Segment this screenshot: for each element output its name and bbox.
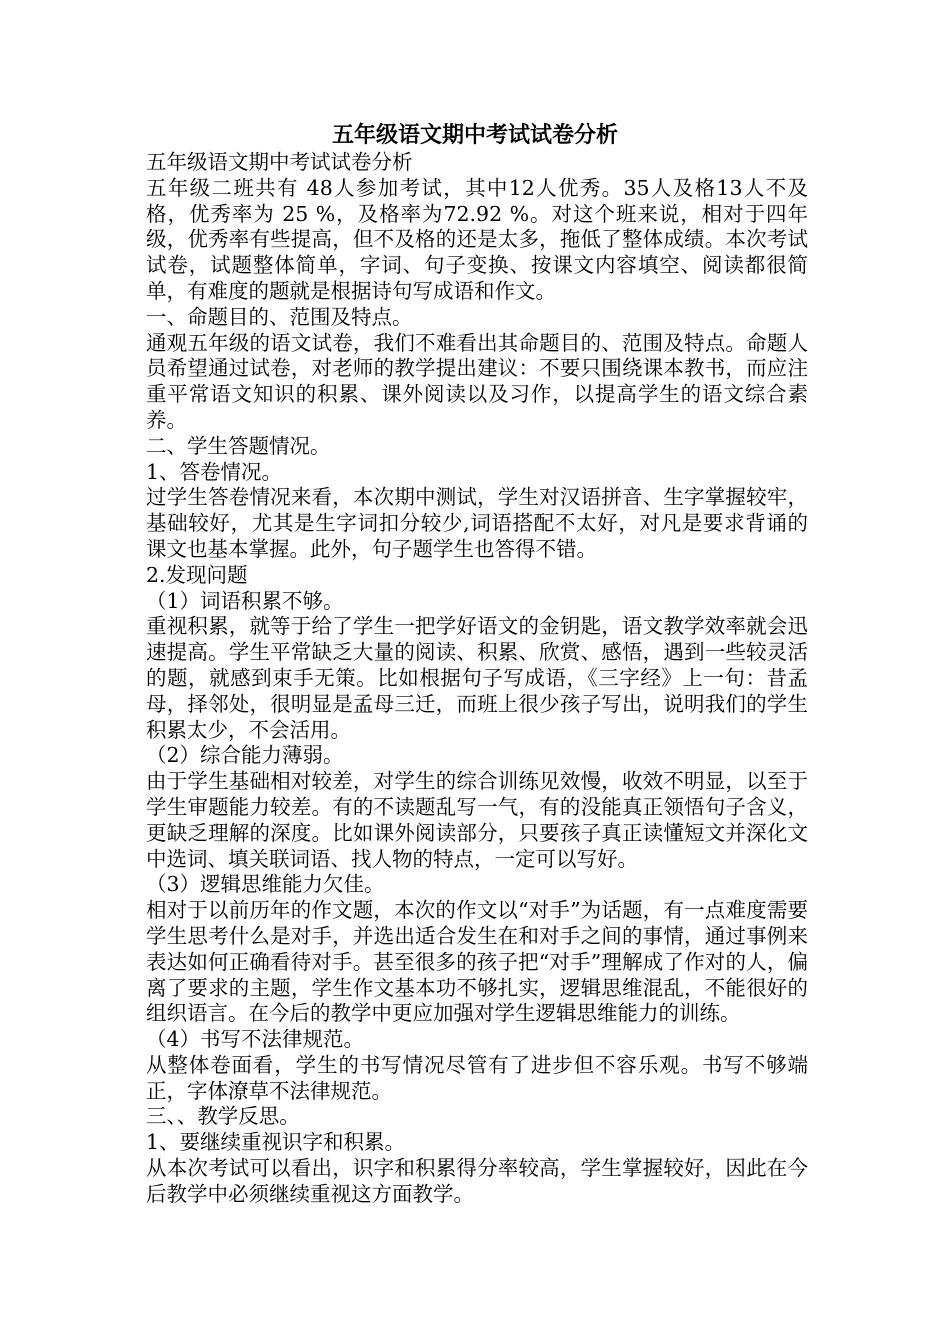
subsection-heading-2-2: 2.发现问题 [146,562,248,587]
paragraph-problem-3: 相对于以前历年的作文题，本次的作文以“对手”为话题，有一点难度需要学生思考什么是对手，并选出适合发生在和对手之间的事情，通过事例来表达如何正确看待对手。甚至很多的孩子把“对手”理解成了作对的人，偏离了要求的主题，学生作文基本功不够扎实，逻辑思维混乱，不能很好的组织语言。在今后的教学中更应加强对学生逻辑思维能力的训练。 [146,898,808,1026]
paragraph-reflection-1: 从本次考试可以看出，识字和积累得分率较高，学生掌握较好，因此在今后教学中必须继续重视这方面教学。 [146,1156,808,1206]
paragraph-problem-2: 由于学生基础相对较差，对学生的综合训练见效慢，收效不明显，以至于学生审题能力较差。有的不读题乱写一气，有的没能真正领悟句子含义，更缺乏理解的深度。比如课外阅读部分，只要孩子真正读懂短文并深化文中选词、填关联词语、找人物的特点，一定可以写好。 [146,769,808,871]
section-heading-1: 一、命题目的、范围及特点。 [146,304,413,329]
problem-heading-2: （2）综合能力薄弱。 [146,743,344,768]
paragraph-intro: 五年级二班共有 48人参加考试，其中12人优秀。35人及格13人不及格，优秀率为 25 %，及格率为72.92 %。对这个班来说，相对于四年级，优秀率有些提高，但不及格的还是太多，拖低了整体成绩。本次考试试卷，试题整体简单，字词、句子变换、按课文内容填空、阅读都很简单，有难度的题就是根据诗句写成语和作文。 [146,175,808,303]
paragraph-subtitle: 五年级语文期中考试试卷分析 [146,150,413,174]
paragraph-problem-4: 从整体卷面看，学生的书写情况尽管有了进步但不容乐观。书写不够端正，字体潦草不法律规范。 [146,1052,808,1103]
document-body [146,150,808,1208]
section-heading-2: 二、学生答题情况。 [146,433,331,458]
problem-heading-3: （3）逻辑思维能力欠佳。 [146,872,385,897]
subsection-heading-2-1: 1、答卷情况。 [146,459,283,484]
problem-heading-1: （1）词语积累不够。 [146,588,344,613]
problem-heading-4: （4）书写不法律规范。 [146,1027,365,1052]
document-title: 五年级语文期中考试试卷分析 [331,122,618,148]
section-heading-3: 三、、教学反思。 [146,1104,300,1129]
paragraph-section-1: 通观五年级的语文试卷，我们不难看出其命题目的、范围及特点。命题人员希望通过试卷，对老师的教学提出建议：不要只围绕课本教书，而应注重平常语文知识的积累、课外阅读以及习作，以提高学生的语文综合素养。 [146,330,808,432]
subsection-heading-3-1: 1、要继续重视识字和积累。 [146,1130,406,1155]
paragraph-answers: 过学生答卷情况来看，本次期中测试，学生对汉语拼音、生字掌握较牢，基础较好，尤其是生字词扣分较少,词语搭配不太好，对凡是要求背诵的课文也基本掌握。此外，句子题学生也答得不错。 [146,485,808,561]
paragraph-problem-1: 重视积累，就等于给了学生一把学好语文的金钥匙，语文教学效率就会迅速提高。学生平常缺乏大量的阅读、积累、欣赏、感悟，遇到一些较灵活的题，就感到束手无策。比如根据句子写成语，《三字经》上一句：昔孟母，择邻处，很明显是孟母三迁，而班上很少孩子写出，说明我们的学生积累太少，不会活用。 [146,614,808,742]
